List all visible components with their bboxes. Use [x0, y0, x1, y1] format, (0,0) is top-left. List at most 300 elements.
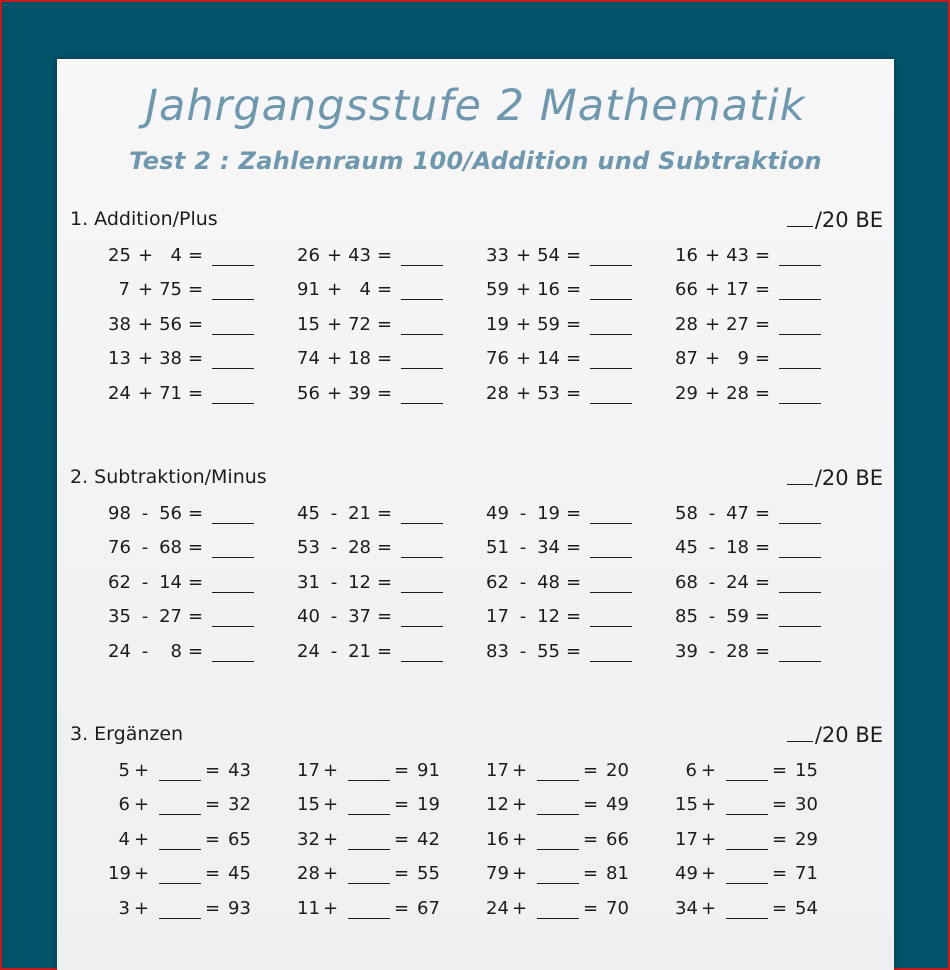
- operand-a: 24: [486, 897, 509, 919]
- result: 29: [795, 828, 818, 850]
- equals-sign: =: [755, 640, 771, 662]
- task-item: [486, 794, 656, 820]
- answer-blank[interactable]: [590, 606, 632, 627]
- operator: +: [138, 279, 154, 301]
- task-item: [108, 537, 278, 563]
- answer-blank[interactable]: [401, 503, 443, 524]
- equals-sign: =: [566, 245, 582, 266]
- equals-sign: =: [377, 245, 393, 266]
- operator: +: [138, 348, 154, 370]
- page-title: Jahrgangsstufe 2 Mathematik: [145, 81, 806, 131]
- task-item: [108, 348, 278, 374]
- answer-blank[interactable]: [212, 314, 254, 335]
- operand-a: 56: [297, 382, 320, 404]
- operand-a: 40: [297, 606, 320, 628]
- operand-a: 19: [108, 863, 131, 885]
- operator: -: [519, 571, 527, 593]
- task-item: [108, 898, 278, 924]
- operator: -: [141, 606, 149, 628]
- task-item: [108, 794, 278, 820]
- page-subtitle: Test 2 : Zahlenraum 100/Addition und Subtraktion: [129, 147, 822, 175]
- operand-b: 4: [359, 279, 371, 301]
- operator: +: [134, 760, 150, 781]
- answer-blank[interactable]: [212, 572, 254, 593]
- operand-a: 28: [486, 382, 509, 404]
- operand-a: 79: [486, 863, 509, 885]
- task-item: [675, 898, 845, 924]
- equals-sign: =: [772, 828, 788, 850]
- operator: -: [330, 571, 338, 593]
- answer-blank[interactable]: [348, 863, 390, 884]
- operator: +: [327, 313, 343, 335]
- answer-blank[interactable]: [779, 503, 821, 524]
- operator: +: [701, 760, 717, 781]
- points-label: /20 BE: [814, 466, 883, 490]
- operator: +: [327, 348, 343, 370]
- answer-blank[interactable]: [212, 641, 254, 662]
- answer-blank[interactable]: [779, 314, 821, 335]
- task-item: [297, 348, 467, 374]
- operand-a: 5: [118, 760, 130, 781]
- operand-a: 6: [685, 760, 697, 781]
- operand-b: 24: [726, 571, 749, 593]
- operand-b: 27: [726, 313, 749, 335]
- task-item: [486, 245, 656, 271]
- operand-b: 38: [159, 348, 182, 370]
- operand-a: 66: [675, 279, 698, 301]
- operator: +: [705, 348, 721, 370]
- task-item: [486, 898, 656, 924]
- operand-b: 19: [537, 503, 560, 524]
- result: 15: [795, 760, 818, 781]
- equals-sign: =: [188, 279, 204, 301]
- equals-sign: =: [205, 828, 221, 850]
- answer-blank[interactable]: [348, 829, 390, 850]
- operator: -: [330, 503, 338, 524]
- equals-sign: =: [188, 606, 204, 628]
- operator: -: [519, 640, 527, 662]
- task-item: [297, 245, 467, 271]
- operand-b: 43: [726, 245, 749, 266]
- operator: -: [708, 640, 716, 662]
- equals-sign: =: [583, 897, 599, 919]
- operator: -: [708, 537, 716, 559]
- operand-a: 19: [486, 313, 509, 335]
- operand-b: 48: [537, 571, 560, 593]
- operand-a: 11: [297, 897, 320, 919]
- equals-sign: =: [188, 640, 204, 662]
- answer-blank[interactable]: [212, 245, 254, 266]
- answer-blank[interactable]: [590, 314, 632, 335]
- operand-b: 47: [726, 503, 749, 524]
- answer-blank[interactable]: [537, 863, 579, 884]
- task-item: [486, 348, 656, 374]
- equals-sign: =: [205, 863, 221, 885]
- task-grid: [57, 208, 894, 408]
- answer-blank[interactable]: [590, 245, 632, 266]
- equals-sign: =: [583, 794, 599, 816]
- result: 42: [417, 828, 440, 850]
- operand-a: 45: [297, 503, 320, 524]
- equals-sign: =: [566, 279, 582, 301]
- task-item: [486, 760, 656, 786]
- operator: +: [701, 863, 717, 885]
- task-item: [297, 829, 467, 855]
- equals-sign: =: [377, 571, 393, 593]
- operand-b: 17: [726, 279, 749, 301]
- operator: -: [519, 537, 527, 559]
- result: 70: [606, 897, 629, 919]
- operator: -: [141, 571, 149, 593]
- answer-blank[interactable]: [401, 383, 443, 404]
- equals-sign: =: [583, 863, 599, 885]
- equals-sign: =: [566, 640, 582, 662]
- equals-sign: =: [566, 382, 582, 404]
- answer-blank[interactable]: [726, 760, 768, 781]
- operand-a: 15: [297, 794, 320, 816]
- answer-blank[interactable]: [779, 606, 821, 627]
- task-item: [486, 863, 656, 889]
- operand-b: 16: [537, 279, 560, 301]
- operator: +: [705, 279, 721, 301]
- answer-blank[interactable]: [401, 572, 443, 593]
- answer-blank[interactable]: [212, 606, 254, 627]
- operand-b: 12: [537, 606, 560, 628]
- task-item: [108, 760, 278, 786]
- operand-a: 32: [297, 828, 320, 850]
- operand-a: 39: [675, 640, 698, 662]
- equals-sign: =: [755, 382, 771, 404]
- answer-blank[interactable]: [159, 863, 201, 884]
- task-item: [486, 537, 656, 563]
- task-item: [297, 641, 467, 667]
- answer-blank[interactable]: [159, 760, 201, 781]
- answer-blank[interactable]: [401, 279, 443, 300]
- answer-blank[interactable]: [348, 898, 390, 919]
- operand-b: 14: [537, 348, 560, 370]
- equals-sign: =: [205, 897, 221, 919]
- answer-blank[interactable]: [212, 279, 254, 300]
- answer-blank[interactable]: [726, 898, 768, 919]
- task-item: [486, 314, 656, 340]
- equals-sign: =: [377, 640, 393, 662]
- task-item: [297, 314, 467, 340]
- operand-b: 56: [159, 313, 182, 335]
- task-item: [108, 383, 278, 409]
- answer-blank[interactable]: [348, 760, 390, 781]
- equals-sign: =: [772, 863, 788, 885]
- answer-blank[interactable]: [779, 572, 821, 593]
- result: 81: [606, 863, 629, 885]
- answer-blank[interactable]: [779, 641, 821, 662]
- task-item: [108, 314, 278, 340]
- operand-a: 49: [486, 503, 509, 524]
- operand-a: 49: [675, 863, 698, 885]
- operand-a: 17: [297, 760, 320, 781]
- task-item: [108, 606, 278, 632]
- task-item: [486, 641, 656, 667]
- operand-a: 4: [118, 828, 130, 850]
- equals-sign: =: [188, 245, 204, 266]
- equals-sign: =: [377, 279, 393, 301]
- operand-b: 53: [537, 382, 560, 404]
- operator: -: [519, 503, 527, 524]
- operator: +: [134, 828, 150, 850]
- answer-blank[interactable]: [212, 503, 254, 524]
- operator: +: [323, 760, 339, 781]
- task-item: [297, 863, 467, 889]
- equals-sign: =: [188, 348, 204, 370]
- operator: +: [512, 863, 528, 885]
- equals-sign: =: [394, 760, 410, 781]
- answer-blank[interactable]: [726, 794, 768, 815]
- operand-a: 28: [675, 313, 698, 335]
- operator: -: [330, 640, 338, 662]
- answer-blank[interactable]: [159, 794, 201, 815]
- task-item: [675, 606, 845, 632]
- operand-b: 21: [348, 640, 371, 662]
- answer-blank[interactable]: [401, 606, 443, 627]
- equals-sign: =: [566, 313, 582, 335]
- task-item: [675, 829, 845, 855]
- task-item: [675, 572, 845, 598]
- result: 55: [417, 863, 440, 885]
- answer-blank[interactable]: [726, 863, 768, 884]
- operand-a: 24: [108, 640, 131, 662]
- operand-a: 12: [486, 794, 509, 816]
- operand-a: 17: [486, 760, 509, 781]
- operand-a: 15: [675, 794, 698, 816]
- answer-blank[interactable]: [212, 348, 254, 369]
- operator: +: [512, 794, 528, 816]
- result: 66: [606, 828, 629, 850]
- operator: +: [323, 794, 339, 816]
- operator: +: [701, 794, 717, 816]
- points-label: /20 BE: [814, 208, 883, 232]
- operand-a: 34: [675, 897, 698, 919]
- operand-a: 6: [118, 794, 130, 816]
- operator: +: [327, 245, 343, 266]
- operand-a: 24: [108, 382, 131, 404]
- answer-blank[interactable]: [537, 829, 579, 850]
- equals-sign: =: [566, 606, 582, 628]
- points-label: /20 BE: [814, 723, 883, 747]
- answer-blank[interactable]: [779, 245, 821, 266]
- operand-a: 31: [297, 571, 320, 593]
- task-item: [675, 348, 845, 374]
- answer-blank[interactable]: [537, 898, 579, 919]
- result: 30: [795, 794, 818, 816]
- equals-sign: =: [772, 794, 788, 816]
- answer-blank[interactable]: [537, 760, 579, 781]
- answer-blank[interactable]: [590, 537, 632, 558]
- answer-blank[interactable]: [401, 641, 443, 662]
- operand-b: 14: [159, 571, 182, 593]
- task-item: [675, 863, 845, 889]
- task-item: [675, 314, 845, 340]
- operator: -: [708, 503, 716, 524]
- task-item: [108, 572, 278, 598]
- equals-sign: =: [205, 760, 221, 781]
- equals-sign: =: [394, 794, 410, 816]
- operand-a: 17: [675, 828, 698, 850]
- operand-b: 34: [537, 537, 560, 559]
- equals-sign: =: [377, 382, 393, 404]
- answer-blank[interactable]: [726, 829, 768, 850]
- operand-b: 18: [726, 537, 749, 559]
- result: 32: [228, 794, 251, 816]
- equals-sign: =: [755, 245, 771, 266]
- operator: +: [134, 863, 150, 885]
- answer-blank[interactable]: [159, 829, 201, 850]
- answer-blank[interactable]: [590, 383, 632, 404]
- operand-b: 75: [159, 279, 182, 301]
- operator: -: [519, 606, 527, 628]
- operator: +: [138, 245, 154, 266]
- task-item: [675, 383, 845, 409]
- equals-sign: =: [377, 503, 393, 524]
- answer-blank[interactable]: [779, 279, 821, 300]
- operand-a: 26: [297, 245, 320, 266]
- operand-b: 28: [726, 382, 749, 404]
- operand-b: 28: [348, 537, 371, 559]
- answer-blank[interactable]: [590, 279, 632, 300]
- task-item: [297, 537, 467, 563]
- result: 45: [228, 863, 251, 885]
- operator: +: [323, 863, 339, 885]
- section-subtraction: [57, 466, 894, 686]
- task-item: [108, 863, 278, 889]
- worksheet-page: [57, 59, 894, 970]
- operand-a: 16: [486, 828, 509, 850]
- equals-sign: =: [377, 348, 393, 370]
- equals-sign: =: [583, 828, 599, 850]
- result: 65: [228, 828, 251, 850]
- equals-sign: =: [566, 503, 582, 524]
- equals-sign: =: [755, 537, 771, 559]
- task-grid: [57, 723, 894, 923]
- operator: +: [138, 382, 154, 404]
- operator: +: [705, 382, 721, 404]
- operator: +: [705, 245, 721, 266]
- operand-a: 51: [486, 537, 509, 559]
- answer-blank[interactable]: [401, 348, 443, 369]
- answer-blank[interactable]: [537, 794, 579, 815]
- equals-sign: =: [394, 897, 410, 919]
- operand-a: 68: [675, 571, 698, 593]
- result: 19: [417, 794, 440, 816]
- operator: +: [516, 313, 532, 335]
- answer-blank[interactable]: [159, 898, 201, 919]
- operator: +: [516, 382, 532, 404]
- task-item: [297, 279, 467, 305]
- operand-b: 28: [726, 640, 749, 662]
- operand-b: 59: [726, 606, 749, 628]
- equals-sign: =: [188, 537, 204, 559]
- task-item: [675, 503, 845, 529]
- equals-sign: =: [188, 503, 204, 524]
- operand-b: 18: [348, 348, 371, 370]
- operand-a: 76: [486, 348, 509, 370]
- result: 20: [606, 760, 629, 781]
- operator: -: [708, 571, 716, 593]
- answer-blank[interactable]: [779, 537, 821, 558]
- answer-blank[interactable]: [590, 503, 632, 524]
- answer-blank[interactable]: [779, 383, 821, 404]
- operand-b: 59: [537, 313, 560, 335]
- equals-sign: =: [377, 537, 393, 559]
- equals-sign: =: [755, 348, 771, 370]
- operand-a: 59: [486, 279, 509, 301]
- operand-a: 25: [108, 245, 131, 266]
- answer-blank[interactable]: [590, 348, 632, 369]
- operand-b: 43: [348, 245, 371, 266]
- answer-blank[interactable]: [401, 245, 443, 266]
- answer-blank[interactable]: [348, 794, 390, 815]
- task-item: [297, 503, 467, 529]
- result: 93: [228, 897, 251, 919]
- answer-blank[interactable]: [212, 383, 254, 404]
- equals-sign: =: [772, 897, 788, 919]
- operand-a: 83: [486, 640, 509, 662]
- operand-a: 24: [297, 640, 320, 662]
- operand-a: 33: [486, 245, 509, 266]
- equals-sign: =: [566, 571, 582, 593]
- equals-sign: =: [394, 828, 410, 850]
- task-item: [675, 641, 845, 667]
- operator: +: [327, 382, 343, 404]
- task-item: [108, 503, 278, 529]
- answer-blank[interactable]: [401, 314, 443, 335]
- answer-blank[interactable]: [401, 537, 443, 558]
- operator: -: [141, 537, 149, 559]
- answer-blank[interactable]: [590, 572, 632, 593]
- equals-sign: =: [755, 313, 771, 335]
- task-item: [675, 537, 845, 563]
- equals-sign: =: [377, 606, 393, 628]
- operand-b: 54: [537, 245, 560, 266]
- result: 71: [795, 863, 818, 885]
- operand-b: 21: [348, 503, 371, 524]
- answer-blank[interactable]: [590, 641, 632, 662]
- equals-sign: =: [772, 760, 788, 781]
- task-item: [486, 279, 656, 305]
- operator: +: [701, 897, 717, 919]
- operand-a: 85: [675, 606, 698, 628]
- operator: -: [141, 503, 149, 524]
- section-title: 3. Ergänzen: [70, 723, 184, 745]
- answer-blank[interactable]: [779, 348, 821, 369]
- operand-a: 53: [297, 537, 320, 559]
- equals-sign: =: [566, 537, 582, 559]
- operand-b: 71: [159, 382, 182, 404]
- operand-a: 58: [675, 503, 698, 524]
- task-item: [297, 898, 467, 924]
- operand-b: 4: [170, 245, 182, 266]
- operator: -: [330, 537, 338, 559]
- operand-a: 28: [297, 863, 320, 885]
- answer-blank[interactable]: [212, 537, 254, 558]
- operand-b: 27: [159, 606, 182, 628]
- operator: +: [516, 245, 532, 266]
- task-item: [297, 383, 467, 409]
- operand-b: 9: [737, 348, 749, 370]
- operand-b: 12: [348, 571, 371, 593]
- operand-a: 35: [108, 606, 131, 628]
- operand-a: 38: [108, 313, 131, 335]
- operator: +: [323, 897, 339, 919]
- task-item: [297, 794, 467, 820]
